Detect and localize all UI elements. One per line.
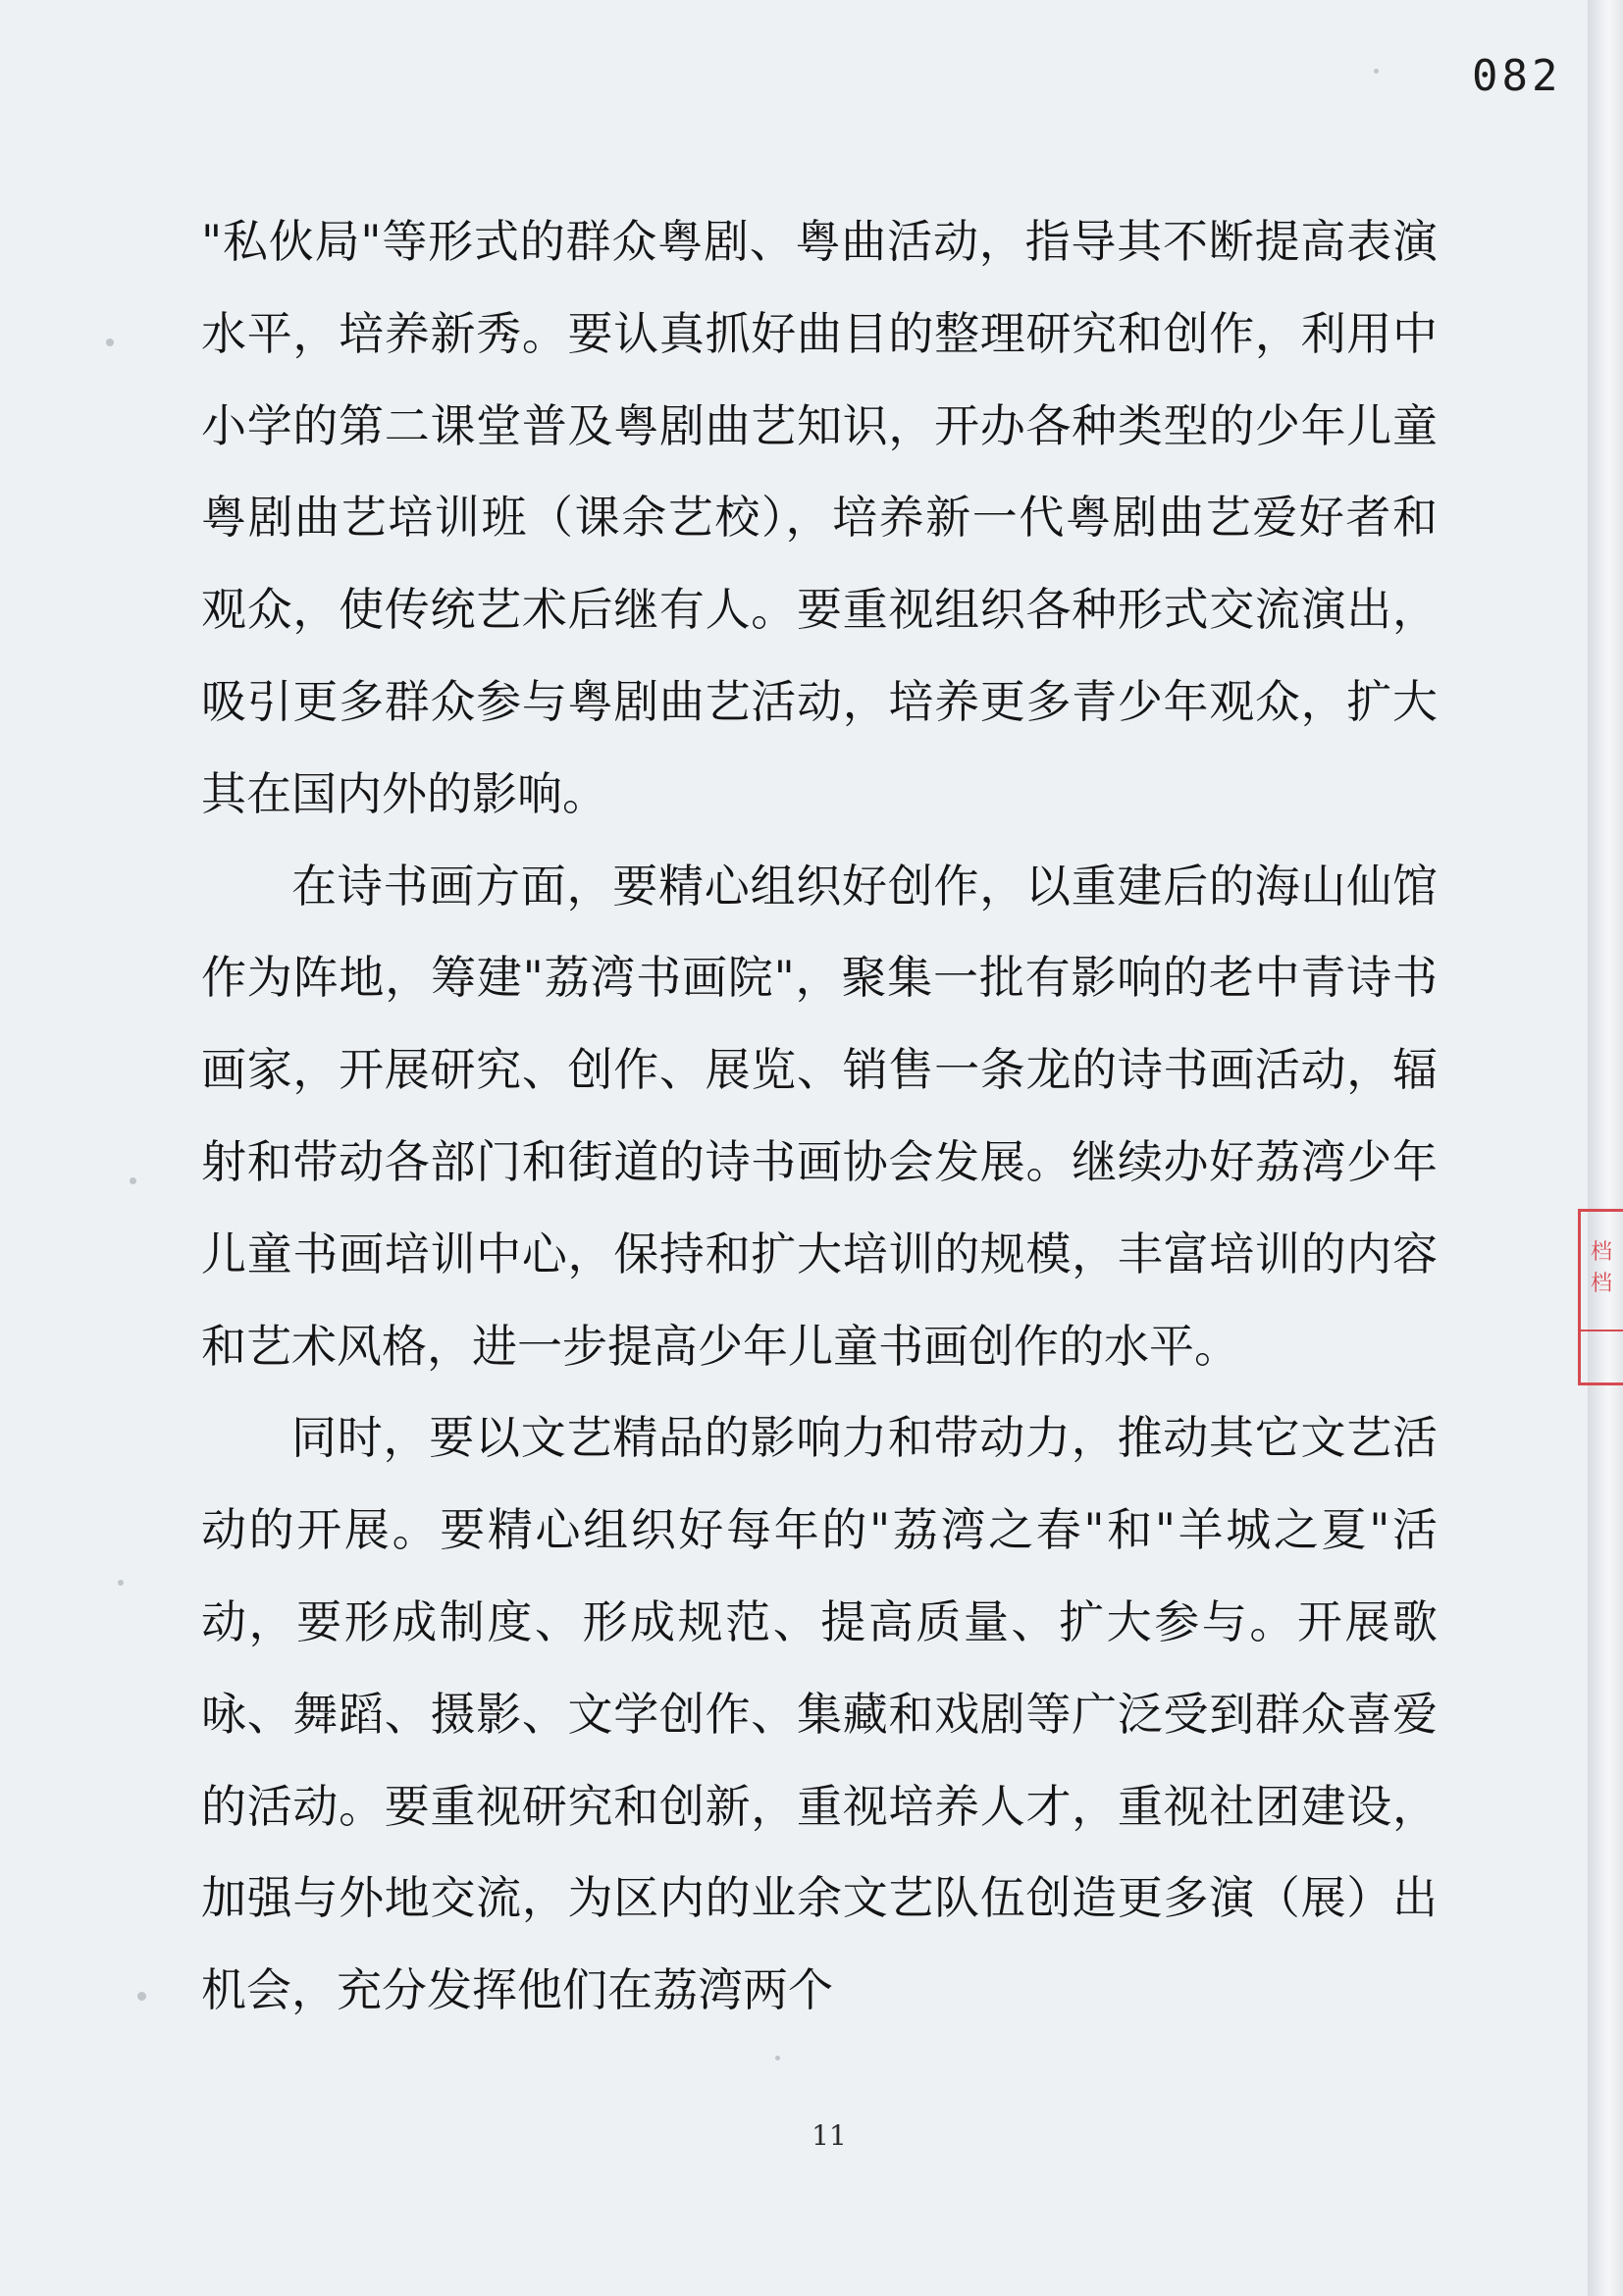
paragraph-poetry-calligraphy-painting: 在诗书画方面，要精心组织好创作，以重建后的海山仙馆作为阵地，筹建"荔湾书画院"，聚集一批有影响的老中青诗书画家，开展研究、创作、展览、销售一条龙的诗书画活动，辐射和带动各部门和街道的诗书画协会发展。继续办好荔湾少年儿童书画培训中心，保持和扩大培训的规模，丰富培训的内容和艺术风格，进一步提高少年儿童书画创作的水平。 — [201, 859, 1438, 1373]
scan-speck — [130, 1177, 136, 1184]
archive-page-number: 082 — [1472, 51, 1562, 101]
stamp-glyph: 档 — [1591, 1240, 1613, 1265]
archive-stamp — [1578, 1209, 1623, 1385]
page-footer-number: 11 — [812, 2119, 847, 2152]
body-text — [201, 196, 1438, 2037]
scan-speck — [137, 1992, 146, 2001]
scan-speck — [775, 2056, 780, 2061]
page-edge-shadow — [1588, 0, 1623, 2296]
paragraph-cantonese-opera: "私伙局"等形式的群众粤剧、粤曲活动，指导其不断提高表演水平，培养新秀。要认真抓好曲目的整理研究和创作，利用中小学的第二课堂普及粤剧曲艺知识，开办各种类型的少年儿童粤剧曲艺培训班（课余艺校），培养新一代粤剧曲艺爱好者和观众，使传统艺术后继有人。要重视组织各种形式交流演出，吸引更多群众参与粤剧曲艺活动，培养更多青少年观众，扩大其在国内外的影响。 — [201, 215, 1438, 820]
scan-speck — [118, 1580, 124, 1586]
stamp-glyph: 档 — [1591, 1272, 1613, 1296]
scan-speck — [106, 339, 114, 346]
scan-speck — [1374, 69, 1379, 74]
stamp-divider — [1581, 1330, 1623, 1331]
paragraph-other-arts-activities: 同时，要以文艺精品的影响力和带动力，推动其它文艺活动的开展。要精心组织好每年的"荔湾之春"和"羊城之夏"活动，要形成制度、形成规范、提高质量、扩大参与。开展歌咏、舞蹈、摄影、文学创作、集藏和戏剧等广泛受到群众喜爱的活动。要重视研究和创新，重视培养人才，重视社团建设，加强与外地交流，为区内的业余文艺队伍创造更多演（展）出机会，充分发挥他们在荔湾两个 — [201, 1411, 1438, 2017]
